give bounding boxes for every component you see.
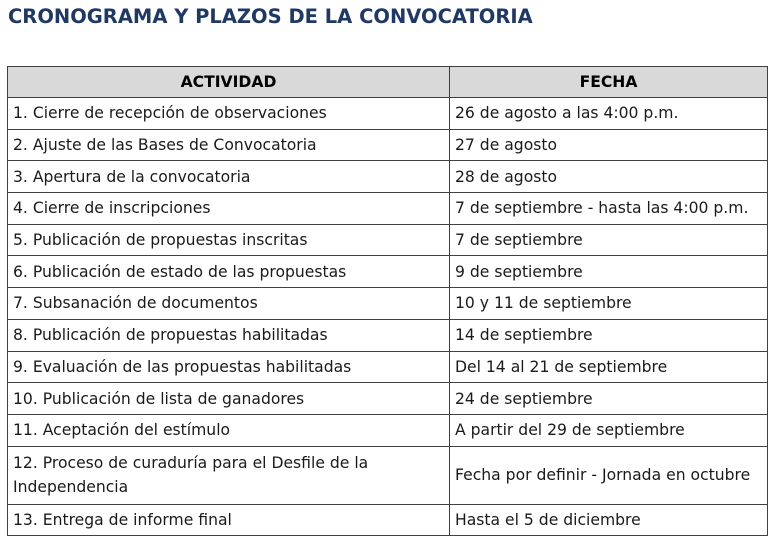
table-row [8,161,768,193]
date-cell: 14 de septiembre [450,319,768,351]
table-row [8,256,768,288]
date-cell: 28 de agosto [450,161,768,193]
activity-cell: 2. Ajuste de las Bases de Convocatoria [8,129,450,161]
table-row [8,319,768,351]
date-cell: A partir del 29 de septiembre [450,414,768,446]
table-row [8,98,768,130]
table-row [8,224,768,256]
date-cell: 7 de septiembre - hasta las 4:00 p.m. [450,193,768,225]
date-cell: 24 de septiembre [450,383,768,415]
activity-cell: 1. Cierre de recepción de observaciones [8,98,450,130]
date-cell: 7 de septiembre [450,224,768,256]
table-row [8,383,768,415]
date-cell: Fecha por definir - Jornada en octubre [450,446,768,504]
page-title: CRONOGRAMA Y PLAZOS DE LA CONVOCATORIA [8,5,533,28]
date-cell: 27 de agosto [450,129,768,161]
table-row [8,446,768,504]
date-cell: Hasta el 5 de diciembre [450,504,768,536]
activity-cell: 8. Publicación de propuestas habilitadas [8,319,450,351]
activity-cell: 5. Publicación de propuestas inscritas [8,224,450,256]
activity-cell: 9. Evaluación de las propuestas habilitadas [8,351,450,383]
schedule-table [7,66,768,536]
activity-cell: 11. Aceptación del estímulo [8,414,450,446]
activity-cell: 3. Apertura de la convocatoria [8,161,450,193]
activity-cell: 13. Entrega de informe final [8,504,450,536]
date-cell: 9 de septiembre [450,256,768,288]
table-row [8,414,768,446]
table-row [8,193,768,225]
table-row [8,504,768,536]
activity-cell: 12. Proceso de curaduría para el Desfile de la Independencia [8,446,450,504]
date-cell: Del 14 al 21 de septiembre [450,351,768,383]
activity-cell: 7. Subsanación de documentos [8,288,450,320]
activity-cell: 4. Cierre de inscripciones [8,193,450,225]
column-header-date: FECHA [450,67,768,98]
column-header-activity: ACTIVIDAD [8,67,450,98]
activity-cell: 6. Publicación de estado de las propuestas [8,256,450,288]
date-cell: 10 y 11 de septiembre [450,288,768,320]
date-cell: 26 de agosto a las 4:00 p.m. [450,98,768,130]
table-row [8,129,768,161]
table-row [8,351,768,383]
activity-cell: 10. Publicación de lista de ganadores [8,383,450,415]
table-row [8,288,768,320]
table-header-row [8,67,768,98]
